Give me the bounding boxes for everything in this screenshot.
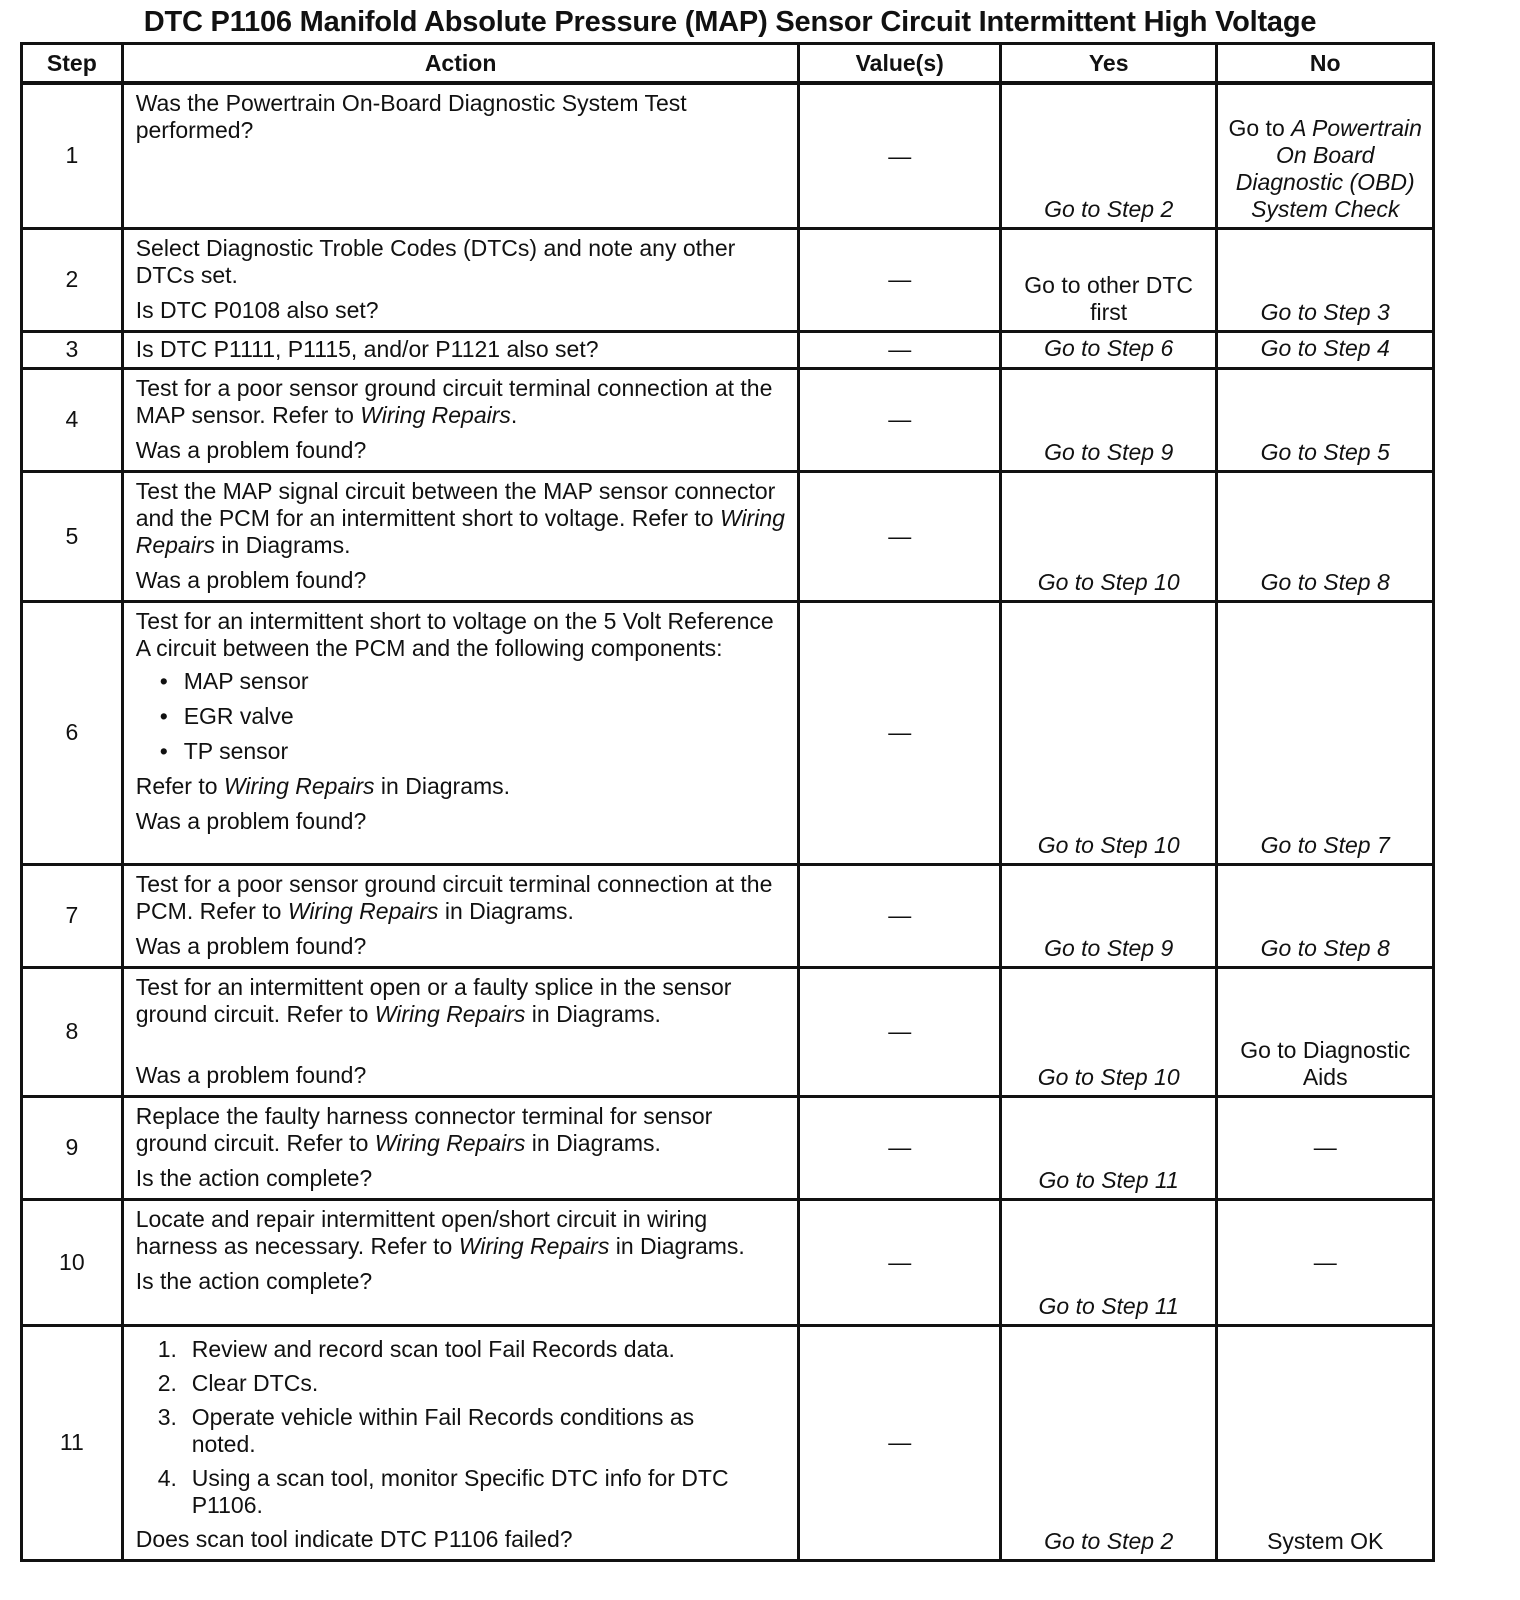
action-text-part: in Diagrams. [438,897,574,924]
action-text [136,1103,790,1157]
action-cell [122,1096,799,1199]
no-link: A Powertrain On Board Diagnostic (OBD) System Check [1235,114,1422,222]
action-cell [122,1199,799,1325]
step-number: 6 [22,601,123,864]
yes-cell: Go to Step 9 [1000,368,1217,471]
action-question: Was a problem found? [135,932,367,959]
no-cell: Go to Step 7 [1217,601,1434,864]
action-text-part: Refer to [135,772,224,799]
action-refer [136,773,790,800]
step-number: 10 [22,1199,123,1325]
action-text-part: Replace the faulty harness connector terminal for sensor ground circuit. Refer to [135,1102,713,1156]
item-number: 4. [157,1464,177,1491]
action-text-part: in Diagrams. [609,1232,745,1259]
header-no: No [1217,44,1434,84]
yes-cell: Go to other DTC first [1000,228,1217,331]
table-row [22,1096,1434,1199]
no-cell: — [1217,1096,1434,1199]
yes-cell: Go to Step 10 [1000,471,1217,601]
action-text-part: in Diagrams. [525,1129,661,1156]
action-question: Is the action complete? [135,1164,373,1191]
value-cell: — [799,1199,1000,1325]
no-cell: Go to Step 5 [1217,368,1434,471]
numbered-item [136,1404,732,1458]
item-text: Clear DTCs. [191,1369,319,1396]
step-number: 4 [22,368,123,471]
action-question: Was a problem found? [135,566,367,593]
action-cell [122,967,799,1096]
table-row [22,601,1434,864]
value-cell: — [799,1325,1000,1560]
no-cell: Go to Step 8 [1217,471,1434,601]
action-text: Select Diagnostic Troble Codes (DTCs) and note any other DTCs set. [135,234,736,288]
step-number: 2 [22,228,123,331]
no-cell: Go to Step 8 [1217,864,1434,967]
action-text [136,478,790,559]
action-text [136,375,790,429]
action-text: Was the Powertrain On-Board Diagnostic System Test performed? [135,90,687,143]
action-text-part: Test for an intermittent open or a faulty splice in the sensor ground circuit. Refer to [135,973,732,1027]
value-cell: — [799,1096,1000,1199]
value-cell: — [799,368,1000,471]
action-question: Was a problem found? [135,1061,367,1088]
action-cell [122,601,799,864]
header-yes: Yes [1000,44,1217,84]
action-text [136,871,790,925]
value-cell [799,83,1000,228]
no-cell: Go to Step 3 [1217,228,1434,331]
component-bullet: • MAP sensor [136,668,790,695]
no-cell: Go to Step 4 [1217,331,1434,368]
action-text-part: Test the MAP signal circuit between the MAP sensor connector and the PCM for an intermittent short to voltage. Refer to [135,477,776,531]
action-question: Is the action complete? [135,1267,373,1294]
diagnostic-table [20,42,1435,1562]
no-cell: System OK [1217,1325,1434,1560]
value-cell: — [799,864,1000,967]
value-cell: — [799,967,1000,1096]
wiring-repairs-ref: Wiring Repairs [374,1129,526,1156]
action-cell [122,228,799,331]
yes-cell: Go to Step 11 [1000,1096,1217,1199]
numbered-item [136,1336,790,1363]
table-row [22,1199,1434,1325]
action-text: Test for an intermittent short to voltage on the 5 Volt Reference A circuit between the PCM and the following components: [135,607,774,661]
no-cell: Go to Diagnostic Aids [1217,967,1434,1096]
action-cell [122,1325,799,1560]
item-text: Using a scan tool, monitor Specific DTC info for DTC P1106. [191,1464,729,1518]
action-text-part: . [510,401,518,428]
value-cell: — [799,601,1000,864]
action-text-part: in Diagrams. [214,531,351,558]
header-action: Action [122,44,799,84]
action-text-part: in Diagrams. [374,772,511,799]
value-cell: — [799,471,1000,601]
step-number: 11 [22,1325,123,1560]
table-row [22,864,1434,967]
header-values: Value(s) [799,44,1000,84]
table-row [22,228,1434,331]
component-bullet: • TP sensor [136,738,790,765]
item-number: 3. [157,1403,177,1430]
yes-cell: Go to Step 2 [1000,83,1217,228]
item-number: 1. [157,1335,177,1362]
step-number: 3 [22,331,123,368]
yes-cell: Go to Step 2 [1000,1325,1217,1560]
table-row [22,83,1434,228]
item-number: 2. [157,1369,177,1396]
wiring-repairs-ref: Wiring Repairs [135,504,785,558]
no-prefix: Go to [1228,114,1292,141]
step-number: 1 [22,83,123,228]
no-cell: — [1217,1199,1434,1325]
yes-cell: Go to Step 11 [1000,1199,1217,1325]
yes-cell: Go to Step 6 [1000,331,1217,368]
numbered-item [136,1370,790,1397]
action-question: Does scan tool indicate DTC P1106 failed? [135,1525,573,1552]
step-number: 8 [22,967,123,1096]
value-cell: — [799,228,1000,331]
component-bullet: • EGR valve [136,703,790,730]
table-header-row [22,44,1434,84]
action-cell [122,83,799,228]
wiring-repairs-ref: Wiring Repairs [374,1000,526,1027]
action-cell [122,864,799,967]
step-number: 7 [22,864,123,967]
action-text-part: in Diagrams. [525,1000,661,1027]
action-text [136,1206,790,1260]
value-dash: — [888,142,912,169]
table-row [22,368,1434,471]
yes-cell: Go to Step 9 [1000,864,1217,967]
action-text-part: Test for a poor sensor ground circuit terminal connection at the MAP sensor. Refer to [135,374,773,428]
wiring-repairs-ref: Wiring Repairs [458,1232,610,1259]
action-question: Is DTC P0108 also set? [135,296,379,323]
table-row [22,471,1434,601]
no-cell [1217,83,1434,228]
action-text-part: Test for a poor sensor ground circuit terminal connection at the PCM. Refer to [135,870,773,924]
wiring-repairs-ref: Wiring Repairs [360,401,511,428]
wiring-repairs-ref: Wiring Repairs [223,772,375,799]
value-cell: — [799,331,1000,368]
action-text-part: Locate and repair intermittent open/short circuit in wiring harness as necessary. Refer to [135,1205,708,1259]
wiring-repairs-ref: Wiring Repairs [287,897,439,924]
yes-cell: Go to Step 10 [1000,601,1217,864]
action-question: Was a problem found? [135,436,367,463]
step-number: 9 [22,1096,123,1199]
action-text [136,974,796,1028]
table-row [22,967,1434,1096]
action-question: Is DTC P1111, P1115, and/or P1121 also set? [135,335,599,362]
action-cell [122,471,799,601]
action-cell [122,368,799,471]
yes-cell: Go to Step 10 [1000,967,1217,1096]
step-number: 5 [22,471,123,601]
header-step: Step [22,44,123,84]
action-cell [122,331,799,368]
page-title: DTC P1106 Manifold Absolute Pressure (MAP) Sensor Circuit Intermittent High Voltage [143,6,1317,38]
item-text: Operate vehicle within Fail Records conditions as noted. [191,1403,695,1457]
table-row [22,331,1434,368]
action-question: Was a problem found? [135,807,367,834]
item-text: Review and record scan tool Fail Records data. [191,1335,675,1362]
table-row [22,1325,1434,1560]
numbered-item [136,1465,732,1519]
